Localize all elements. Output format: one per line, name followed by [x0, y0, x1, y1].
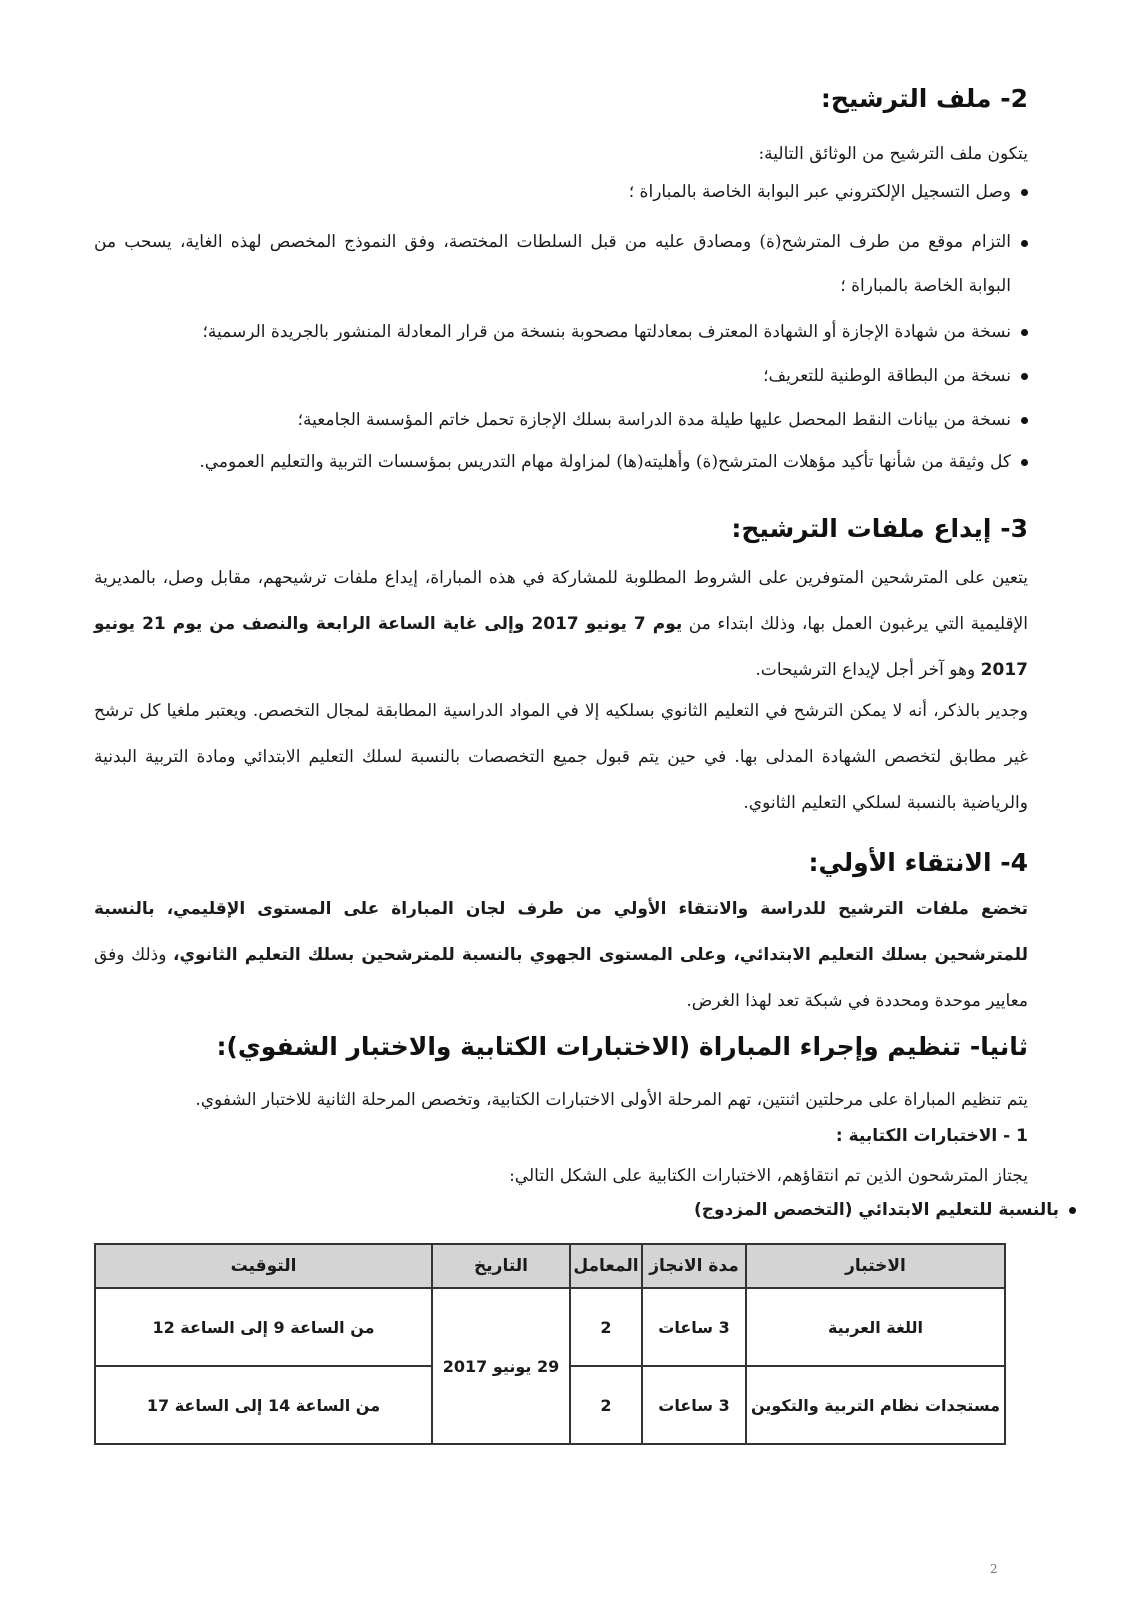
section-4-title: 4- الانتقاء الأولي: [808, 848, 1028, 877]
column-header: التاريخ [432, 1244, 570, 1288]
duration-cell: 3 ساعات [642, 1366, 746, 1444]
table-row [95, 1288, 1005, 1366]
time-cell: من الساعة 9 إلى الساعة 12 [95, 1288, 432, 1366]
list-item: التزام موقع من طرف المترشح(ة) ومصادق عليه من قبل السلطات المختصة، وفق النموذج المخصص لهذه الغاية، يسحب من البوابة الخاصة بالمباراة ؛ [94, 220, 1028, 308]
exam-cell: مستجدات نظام التربية والتكوين [746, 1366, 1005, 1444]
list-item: نسخة من بيانات النقط المحصل عليها طيلة مدة الدراسة بسلك الإجازة تحمل خاتم المؤسسة الجامعية؛ [94, 408, 1028, 432]
column-header: المعامل [570, 1244, 642, 1288]
section-3-note: وجدير بالذكر، أنه لا يمكن الترشح في التعليم الثانوي بسلكيه إلا في المواد الدراسية المطابقة لمجال التخصص. ويعتبر ملغيا كل ترشح غير مطابق لتخصص الشهادة المدلى بها. في حين يتم قبول جميع التخصصات بالنسبة لسلك التعليم الابتدائي ومادة التربية البدنية والرياضية بالنسبة لسلكي التعليم الثانوي. [94, 701, 1028, 813]
bullet-icon [1021, 329, 1028, 336]
section-2-intro: يتكون ملف الترشيح من الوثائق التالية: [758, 144, 1028, 164]
section-3-paragraph: يتعين على المترشحين المتوفرين على الشروط المطلوبة للمشاركة في هذه المباراة، إيداع ملفات ترشيحهم، مقابل وصل، بالمديرية الإقليمية التي يرغبون العمل بها، وذلك ابتداء من يوم 7 يونيو 2017 وإلى غاية الساعة الرابعة والنصف من يوم 21 يونيو 2017 وهو آخر أجل لإيداع الترشيحات. [94, 568, 1028, 680]
duration-cell: 3 ساعات [642, 1288, 746, 1366]
list-item: بالنسبة للتعليم الابتدائي (التخصص المزدوج) [251, 1198, 1131, 1222]
list-item: نسخة من شهادة الإجازة أو الشهادة المعترف بمعادلتها مصحوبة بنسخة من قرار المعادلة المنشور بالجريدة الرسمية؛ [118, 320, 1028, 344]
section-5-title: ثانيا- تنظيم وإجراء المباراة (الاختبارات الكتابية والاختبار الشفوي): [216, 1032, 1028, 1061]
column-header: التوقيت [95, 1244, 432, 1288]
bullet-icon [1021, 417, 1028, 424]
section-5-intro: يتم تنظيم المباراة على مرحلتين اثنتين، تهم المرحلة الأولى الاختبارات الكتابية، وتخصص المرحلة الثانية للاختبار الشفوي. [195, 1090, 1028, 1110]
column-header: الاختبار [746, 1244, 1005, 1288]
bullet-icon [1069, 1207, 1076, 1214]
bullet-icon [1021, 459, 1028, 466]
exam-schedule-table [94, 1243, 1006, 1445]
bullet-icon [1021, 240, 1028, 247]
time-cell: من الساعة 14 إلى الساعة 17 [95, 1366, 432, 1444]
date-cell: 29 يونيو 2017 [432, 1288, 570, 1444]
written-exams-heading: 1 - الاختبارات الكتابية : [835, 1126, 1028, 1146]
table-header-row [95, 1244, 1005, 1288]
bullet-icon [1021, 189, 1028, 196]
bullet-icon [1021, 373, 1028, 380]
page-number: 2 [990, 1562, 998, 1576]
coefficient-cell: 2 [570, 1366, 642, 1444]
section-4-paragraph: تخضع ملفات الترشيح للدراسة والانتقاء الأولي من طرف لجان المباراة على المستوى الإقليمي، بالنسبة للمترشحين بسلك التعليم الابتدائي، وعلى المستوى الجهوي بالنسبة للمترشحين بسلك التعليم الثانوي، وذلك وفق معايير موحدة ومحددة في شبكة تعد لهذا الغرض. [94, 899, 1029, 1011]
coefficient-cell: 2 [570, 1288, 642, 1366]
list-item: وصل التسجيل الإلكتروني عبر البوابة الخاصة بالمباراة ؛ [94, 180, 1028, 204]
list-item: نسخة من البطاقة الوطنية للتعريف؛ [94, 364, 1028, 388]
exam-cell: اللغة العربية [746, 1288, 1005, 1366]
section-2-title: 2- ملف الترشيح: [820, 84, 1028, 113]
section-3-title: 3- إيداع ملفات الترشيح: [731, 514, 1028, 543]
list-item: كل وثيقة من شأنها تأكيد مؤهلات المترشح(ة) وأهليته(ها) لمزاولة مهام التدريس بمؤسسات التربية والتعليم العمومي. [94, 450, 1028, 474]
column-header: مدة الانجاز [642, 1244, 746, 1288]
written-exams-intro: يجتاز المترشحون الذين تم انتقاؤهم، الاختبارات الكتابية على الشكل التالي: [509, 1166, 1028, 1186]
